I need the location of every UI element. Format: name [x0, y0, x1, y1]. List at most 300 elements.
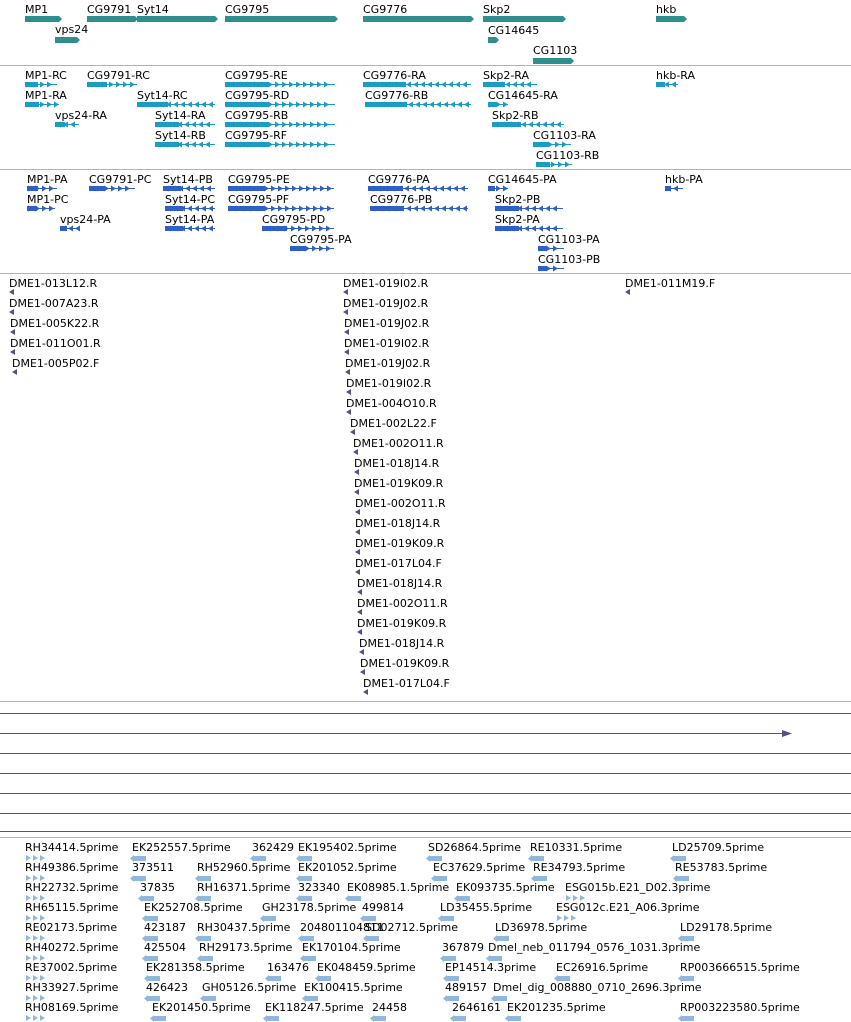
- right-arrow-icon: [47, 82, 52, 88]
- gene-label[interactable]: CG9791: [87, 3, 132, 16]
- right-arrow-icon: [296, 142, 301, 148]
- est-label[interactable]: 426423: [146, 981, 188, 994]
- right-arrow-icon: [553, 246, 558, 252]
- est-label[interactable]: ESG015b.E21_D02.3prime: [565, 881, 711, 894]
- clone-label[interactable]: DME1-004O10.R: [346, 397, 437, 410]
- gene-bar[interactable]: [55, 37, 77, 43]
- clone-label[interactable]: DME1-019J02.R: [343, 297, 429, 310]
- est-label[interactable]: 423187: [144, 921, 186, 934]
- right-arrow-icon: [40, 102, 45, 108]
- est-label[interactable]: 425504: [144, 941, 186, 954]
- clone-label[interactable]: DME1-017L04.F: [363, 677, 450, 690]
- right-arrow-icon: [111, 186, 116, 192]
- left-arrow-icon: [528, 855, 532, 862]
- transcript-label[interactable]: MP1-RA: [25, 89, 67, 102]
- est-label[interactable]: GH23178.5prime: [262, 901, 357, 914]
- est-label[interactable]: GH05126.5prime: [202, 981, 297, 994]
- est-label[interactable]: EC26916.5prime: [556, 961, 649, 974]
- left-arrow-icon: [185, 186, 190, 192]
- protein-label[interactable]: CG9795-PA: [290, 233, 352, 246]
- left-arrow-icon: [408, 102, 413, 108]
- clone-label[interactable]: DME1-019K09.R: [357, 617, 447, 630]
- right-arrow-icon: [116, 82, 121, 88]
- protein-label[interactable]: Syt14-PB: [163, 173, 213, 186]
- left-arrow-icon: [678, 1015, 682, 1022]
- left-arrow-icon: [671, 82, 676, 88]
- gene-label[interactable]: CG14645: [488, 24, 540, 37]
- left-arrow-icon: [184, 122, 189, 128]
- clone-label[interactable]: DME1-019J02.R: [345, 357, 431, 370]
- est-label[interactable]: RH49386.5prime: [25, 861, 119, 874]
- est-label[interactable]: ESG012c.E21_A06.3prime: [556, 901, 700, 914]
- est-label[interactable]: RP003223580.5prime: [680, 1001, 800, 1014]
- left-arrow-icon: [208, 206, 213, 212]
- right-arrow-icon: [327, 206, 332, 212]
- transcript-label[interactable]: CG9795-RB: [225, 109, 289, 122]
- left-arrow-icon: [420, 82, 425, 88]
- right-arrow-icon: [54, 102, 59, 108]
- gene-label[interactable]: MP1: [25, 3, 49, 16]
- right-arrow-icon: [285, 206, 290, 212]
- right-arrow-icon: [319, 246, 324, 252]
- right-arrow-icon: [275, 142, 280, 148]
- right-arrow-icon: [565, 162, 570, 168]
- gene-bar[interactable]: [656, 16, 684, 22]
- right-arrow-icon: [303, 142, 308, 148]
- left-arrow-icon: [455, 206, 460, 212]
- clone-label[interactable]: DME1-005K22.R: [10, 317, 100, 330]
- right-arrow-icon: [282, 102, 287, 108]
- transcript-label[interactable]: Syt14-RB: [155, 129, 206, 142]
- right-arrow-icon: [546, 266, 551, 272]
- right-arrow-icon: [292, 206, 297, 212]
- transcript-label[interactable]: hkb-RA: [656, 69, 696, 82]
- est-label[interactable]: LD35455.5prime: [440, 901, 533, 914]
- right-arrow-icon: [324, 82, 329, 88]
- right-arrow-icon: [312, 226, 317, 232]
- right-arrow-icon: [571, 58, 574, 64]
- est-label[interactable]: RH29173.5prime: [199, 941, 293, 954]
- left-arrow-icon: [535, 122, 540, 128]
- est-label[interactable]: EK252708.5prime: [144, 901, 243, 914]
- gene-label[interactable]: vps24: [55, 23, 89, 36]
- est-label[interactable]: LD36978.5prime: [495, 921, 588, 934]
- gene-label[interactable]: CG9776: [363, 3, 408, 16]
- clone-label[interactable]: DME1-019I02.R: [344, 337, 430, 350]
- right-arrow-icon: [496, 186, 501, 192]
- right-arrow-icon: [503, 102, 508, 108]
- left-arrow-icon: [191, 122, 196, 128]
- est-label[interactable]: 163476: [267, 961, 309, 974]
- est-label[interactable]: RH40272.5prime: [25, 941, 119, 954]
- left-arrow-icon: [436, 102, 441, 108]
- right-arrow-icon: [555, 142, 560, 148]
- clone-label[interactable]: DME1-005P02.F: [12, 357, 100, 370]
- left-arrow-icon: [531, 226, 536, 232]
- transcript-label[interactable]: CG1103-RA: [533, 129, 596, 142]
- est-label[interactable]: Dmel_neb_011794_0576_1031.3prime: [488, 941, 701, 954]
- est-block[interactable]: [454, 1016, 466, 1021]
- transcript-label[interactable]: vps24-RA: [55, 109, 107, 122]
- right-arrow-icon: [285, 186, 290, 192]
- est-label[interactable]: RE10331.5prime: [530, 841, 623, 854]
- est-label[interactable]: RH22732.5prime: [25, 881, 119, 894]
- est-label[interactable]: EK195402.5prime: [298, 841, 397, 854]
- right-arrow-icon: [303, 122, 308, 128]
- right-arrow-icon: [49, 186, 54, 192]
- transcript-label[interactable]: CG9795-RE: [225, 69, 288, 82]
- est-label[interactable]: RE02173.5prime: [25, 921, 118, 934]
- est-label[interactable]: EC37629.5prime: [433, 861, 526, 874]
- clone-label[interactable]: DME1-018J14.R: [357, 577, 443, 590]
- left-arrow-icon: [439, 186, 444, 192]
- right-arrow-icon: [324, 122, 329, 128]
- est-label[interactable]: 2646161: [452, 1001, 501, 1014]
- est-label[interactable]: RH34414.5prime: [25, 841, 119, 854]
- right-arrow-icon: [313, 206, 318, 212]
- est-label[interactable]: EK201052.5prime: [298, 861, 397, 874]
- right-arrow-icon: [496, 37, 499, 43]
- left-arrow-icon: [505, 1015, 509, 1022]
- left-arrow-icon: [453, 186, 458, 192]
- right-arrow-icon: [125, 186, 130, 192]
- left-arrow-icon: [413, 206, 418, 212]
- right-arrow-icon: [335, 16, 338, 22]
- right-arrow-icon: [496, 102, 501, 108]
- left-arrow-icon: [524, 226, 529, 232]
- left-arrow-icon: [192, 186, 197, 192]
- est-label[interactable]: EK252557.5prime: [132, 841, 231, 854]
- right-arrow-icon: [310, 102, 315, 108]
- left-arrow-icon: [191, 142, 196, 148]
- clone-label[interactable]: DME1-019K09.R: [360, 657, 450, 670]
- clone-label[interactable]: DME1-017L04.F: [355, 557, 442, 570]
- est-label[interactable]: EK100415.5prime: [304, 981, 403, 994]
- est-label[interactable]: EK201450.5prime: [152, 1001, 251, 1014]
- left-arrow-icon: [413, 82, 418, 88]
- clone-label[interactable]: DME1-013L12.R: [9, 277, 98, 290]
- left-arrow-icon: [194, 206, 199, 212]
- est-label[interactable]: EK118247.5prime: [265, 1001, 364, 1014]
- left-arrow-icon: [194, 226, 199, 232]
- right-arrow-icon: [264, 186, 269, 192]
- est-label[interactable]: 373511: [132, 861, 174, 874]
- est-label[interactable]: EP14514.3prime: [445, 961, 537, 974]
- gene-bar[interactable]: [25, 16, 59, 22]
- protein-label[interactable]: CG1103-PB: [538, 253, 601, 266]
- transcript-label[interactable]: CG9791-RC: [87, 69, 150, 82]
- transcript-label[interactable]: CG9776-RA: [363, 69, 426, 82]
- left-arrow-icon: [415, 102, 420, 108]
- left-arrow-icon: [208, 102, 213, 108]
- left-arrow-icon: [519, 82, 524, 88]
- right-arrow-icon: [278, 186, 283, 192]
- right-arrow-icon: [551, 162, 556, 168]
- transcript-label[interactable]: CG9795-RF: [225, 129, 288, 142]
- left-arrow-icon: [440, 955, 444, 962]
- left-arrow-icon: [531, 206, 536, 212]
- est-label[interactable]: 37835: [140, 881, 175, 894]
- clone-label[interactable]: DME1-007A23.R: [9, 297, 99, 310]
- right-arrow-icon: [292, 186, 297, 192]
- left-arrow-icon: [434, 206, 439, 212]
- left-arrow-icon: [198, 122, 203, 128]
- right-arrow-icon: [268, 82, 273, 88]
- clone-label[interactable]: DME1-019I02.R: [343, 277, 429, 290]
- right-arrow-icon: [282, 122, 287, 128]
- right-arrow-icon: [42, 206, 47, 212]
- right-arrow-icon: [553, 266, 558, 272]
- left-arrow-icon: [173, 102, 178, 108]
- right-arrow-icon: [562, 142, 567, 148]
- clone-label[interactable]: DME1-018J14.R: [355, 517, 441, 530]
- transcript-label[interactable]: Skp2-RB: [492, 109, 539, 122]
- clone-label[interactable]: DME1-002L22.F: [350, 417, 437, 430]
- right-arrow-icon: [548, 142, 553, 148]
- left-arrow-icon: [406, 206, 411, 212]
- right-arrow-icon: [40, 1015, 45, 1021]
- left-arrow-icon: [201, 226, 206, 232]
- left-arrow-icon: [542, 122, 547, 128]
- transcript-label[interactable]: CG9776-RB: [365, 89, 429, 102]
- left-arrow-icon: [434, 82, 439, 88]
- gene-bar[interactable]: [137, 16, 215, 22]
- est-label[interactable]: EK281358.5prime: [146, 961, 245, 974]
- right-arrow-icon: [320, 186, 325, 192]
- right-arrow-icon: [268, 102, 273, 108]
- right-arrow-icon: [558, 162, 563, 168]
- gene-bar[interactable]: [533, 58, 571, 64]
- right-arrow-icon: [306, 186, 311, 192]
- right-arrow-icon: [264, 206, 269, 212]
- est-label[interactable]: SD02712.5prime: [365, 921, 458, 934]
- right-arrow-icon: [215, 16, 218, 22]
- right-arrow-icon: [324, 102, 329, 108]
- right-arrow-icon: [59, 16, 62, 22]
- protein-label[interactable]: CG9776-PA: [368, 173, 430, 186]
- right-arrow-icon: [471, 16, 474, 22]
- gene-bar[interactable]: [483, 16, 563, 22]
- transcript-exon[interactable]: [365, 102, 407, 107]
- left-arrow-icon: [457, 102, 462, 108]
- left-arrow-icon: [138, 895, 142, 902]
- left-arrow-icon: [201, 206, 206, 212]
- right-arrow-icon: [310, 122, 315, 128]
- right-arrow-icon: [289, 82, 294, 88]
- left-arrow-icon: [443, 995, 447, 1002]
- clone-label[interactable]: DME1-011M19.F: [625, 277, 716, 290]
- gene-bar[interactable]: [225, 16, 335, 22]
- gene-label[interactable]: CG9795: [225, 3, 270, 16]
- est-block[interactable]: [682, 1016, 694, 1021]
- est-label[interactable]: RE34793.5prime: [533, 861, 626, 874]
- left-arrow-icon: [521, 122, 526, 128]
- right-arrow-icon: [319, 226, 324, 232]
- right-arrow-icon: [298, 226, 303, 232]
- protein-label[interactable]: Syt14-PA: [165, 213, 215, 226]
- left-arrow-icon: [184, 142, 189, 148]
- est-label[interactable]: RE53783.5prime: [675, 861, 768, 874]
- left-arrow-icon: [455, 82, 460, 88]
- protein-label[interactable]: CG9795-PD: [262, 213, 326, 226]
- est-label[interactable]: Dmel_dig_008880_0710_2696.3prime: [493, 981, 702, 994]
- protein-label[interactable]: MP1-PA: [27, 173, 68, 186]
- left-arrow-icon: [263, 1015, 267, 1022]
- protein-label[interactable]: vps24-PA: [60, 213, 111, 226]
- gene-label[interactable]: Skp2: [483, 3, 511, 16]
- left-arrow-icon: [526, 82, 531, 88]
- right-arrow-icon: [275, 102, 280, 108]
- protein-label[interactable]: CG1103-PA: [538, 233, 600, 246]
- left-arrow-icon: [75, 226, 80, 232]
- left-arrow-icon: [462, 82, 467, 88]
- transcript-label[interactable]: CG1103-RB: [536, 149, 600, 162]
- clone-label[interactable]: DME1-019K09.R: [354, 477, 444, 490]
- transcript-label[interactable]: CG14645-RA: [488, 89, 558, 102]
- est-label[interactable]: EK048459.5prime: [317, 961, 416, 974]
- clone-label[interactable]: DME1-018J14.R: [359, 637, 445, 650]
- left-arrow-icon: [144, 995, 148, 1002]
- est-label[interactable]: EK08985.1.5prime: [347, 881, 450, 894]
- left-arrow-icon: [450, 1015, 454, 1022]
- gene-label[interactable]: CG1103: [533, 44, 578, 57]
- left-arrow-icon: [418, 186, 423, 192]
- left-arrow-icon: [187, 226, 192, 232]
- gene-bar[interactable]: [87, 16, 135, 22]
- protein-label[interactable]: Skp2-PA: [495, 213, 540, 226]
- right-arrow-icon: [291, 226, 296, 232]
- clone-label[interactable]: DME1-002O11.R: [357, 597, 448, 610]
- right-arrow-icon: [275, 82, 280, 88]
- est-label[interactable]: 367879: [442, 941, 484, 954]
- right-arrow-icon: [109, 82, 114, 88]
- est-block[interactable]: [267, 1016, 279, 1021]
- left-arrow-icon: [422, 102, 427, 108]
- est-block[interactable]: [509, 1016, 521, 1021]
- right-arrow-icon: [289, 122, 294, 128]
- left-arrow-icon: [432, 186, 437, 192]
- gene-bar[interactable]: [363, 16, 471, 22]
- est-label[interactable]: RH52960.5prime: [197, 861, 291, 874]
- right-arrow-icon: [35, 206, 40, 212]
- left-arrow-icon: [441, 82, 446, 88]
- right-arrow-icon: [563, 16, 566, 22]
- left-arrow-icon: [460, 186, 465, 192]
- right-arrow-icon: [305, 226, 310, 232]
- left-arrow-icon: [448, 206, 453, 212]
- est-label[interactable]: RP003666515.5prime: [680, 961, 800, 974]
- left-arrow-icon: [426, 855, 430, 862]
- transcript-label[interactable]: MP1-RC: [25, 69, 67, 82]
- left-arrow-icon: [187, 206, 192, 212]
- protein-label[interactable]: hkb-PA: [665, 173, 703, 186]
- est-label[interactable]: RH16371.5prime: [197, 881, 291, 894]
- left-arrow-icon: [505, 82, 510, 88]
- est-label[interactable]: 499814: [362, 901, 404, 914]
- est-label[interactable]: 323340: [298, 881, 340, 894]
- left-arrow-icon: [187, 102, 192, 108]
- est-label[interactable]: RH65115.5prime: [25, 901, 119, 914]
- left-arrow-icon: [528, 122, 533, 128]
- clone-label[interactable]: DME1-019J02.R: [344, 317, 430, 330]
- gene-bar[interactable]: [488, 37, 496, 43]
- right-arrow-icon: [305, 246, 310, 252]
- right-arrow-icon: [299, 206, 304, 212]
- est-label[interactable]: RE37002.5prime: [25, 961, 118, 974]
- est-label[interactable]: EK093735.5prime: [456, 881, 555, 894]
- right-arrow-icon: [282, 82, 287, 88]
- right-arrow-icon: [289, 142, 294, 148]
- protein-label[interactable]: CG9795-PF: [228, 193, 290, 206]
- clone-label[interactable]: DME1-011O01.R: [10, 337, 101, 350]
- clone-label[interactable]: DME1-002O11.R: [353, 437, 444, 450]
- est-label[interactable]: EK201235.5prime: [507, 1001, 606, 1014]
- est-label[interactable]: LD25709.5prime: [672, 841, 765, 854]
- est-label[interactable]: LD29178.5prime: [680, 921, 773, 934]
- est-label[interactable]: 24458: [372, 1001, 407, 1014]
- protein-label[interactable]: CG9795-PE: [228, 173, 290, 186]
- right-arrow-icon: [104, 186, 109, 192]
- gene-label[interactable]: Syt14: [137, 3, 169, 16]
- clone-label[interactable]: DME1-002O11.R: [355, 497, 446, 510]
- transcript-label[interactable]: Skp2-RA: [483, 69, 530, 82]
- left-arrow-icon: [673, 186, 678, 192]
- right-arrow-icon: [317, 142, 322, 148]
- left-arrow-icon: [552, 206, 557, 212]
- right-arrow-icon: [282, 142, 287, 148]
- right-arrow-icon: [327, 186, 332, 192]
- est-label[interactable]: RH30437.5prime: [197, 921, 291, 934]
- left-arrow-icon: [538, 206, 543, 212]
- right-arrow-icon: [299, 186, 304, 192]
- gene-label[interactable]: hkb: [656, 3, 677, 16]
- est-block[interactable]: [154, 1016, 166, 1021]
- protein-label[interactable]: CG9776-PB: [370, 193, 433, 206]
- est-label[interactable]: 489157: [445, 981, 487, 994]
- transcript-label[interactable]: Syt14-RA: [155, 109, 206, 122]
- protein-label[interactable]: MP1-PC: [27, 193, 69, 206]
- right-arrow-icon: [317, 122, 322, 128]
- protein-label[interactable]: CG9791-PC: [89, 173, 152, 186]
- clone-label[interactable]: DME1-018J14.R: [354, 457, 440, 470]
- est-label[interactable]: EK170104.5prime: [302, 941, 401, 954]
- est-label[interactable]: RH08169.5prime: [25, 1001, 119, 1014]
- est-label[interactable]: SD26864.5prime: [428, 841, 521, 854]
- clone-label[interactable]: DME1-019I02.R: [346, 377, 432, 390]
- left-arrow-icon: [552, 226, 557, 232]
- right-arrow-icon: [42, 186, 47, 192]
- est-label[interactable]: 204801104811: [300, 921, 384, 934]
- right-arrow-icon: [40, 82, 45, 88]
- transcript-label[interactable]: Syt14-RC: [137, 89, 188, 102]
- transcript-label[interactable]: CG9795-RD: [225, 89, 290, 102]
- protein-label[interactable]: Syt14-PC: [165, 193, 216, 206]
- est-label[interactable]: RH33927.5prime: [25, 981, 119, 994]
- right-arrow-icon: [310, 142, 315, 148]
- left-arrow-icon: [448, 82, 453, 88]
- clone-label[interactable]: DME1-019K09.R: [355, 537, 445, 550]
- est-label[interactable]: 362429: [252, 841, 294, 854]
- right-arrow-icon: [33, 1015, 38, 1021]
- left-arrow-icon: [450, 102, 455, 108]
- protein-label[interactable]: Skp2-PB: [495, 193, 541, 206]
- left-arrow-icon: [549, 122, 554, 128]
- protein-label[interactable]: CG14645-PA: [488, 173, 557, 186]
- right-arrow-icon: [271, 186, 276, 192]
- est-block[interactable]: [374, 1016, 386, 1021]
- left-arrow-icon: [420, 206, 425, 212]
- left-arrow-icon: [670, 855, 674, 862]
